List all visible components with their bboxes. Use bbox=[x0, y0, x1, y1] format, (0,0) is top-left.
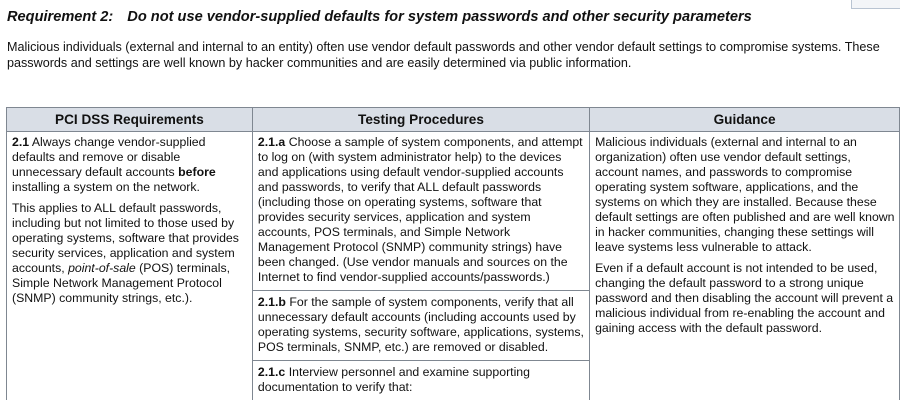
requirement-id: 2.1 bbox=[12, 135, 30, 149]
table-row bbox=[7, 132, 900, 401]
testing-procedure-2-1-a bbox=[253, 132, 589, 291]
emphasis-point-of-sale: point-of-sale bbox=[68, 261, 136, 275]
requirement-number: Requirement 2: bbox=[7, 9, 114, 25]
procedure-id: 2.1.a bbox=[257, 135, 286, 149]
testing-procedures-cell bbox=[252, 132, 589, 401]
requirement-paragraph: 2.1 Always change vendor-supplied defaults and remove or disable unnecessary default accounts before installing a system on the network. bbox=[12, 135, 216, 194]
guidance-paragraph-1: Malicious individuals (external and internal to an organization) often use vendor default settings, account names, and passwords to compromise operating system software, applications, and the systems on which they are installed. Because these default settings are often published and are well known in hacker communities, changing these settings will leave systems less vulnerable to attack. bbox=[595, 135, 895, 254]
requirement-note-paragraph: This applies to ALL default passwords, including but not limited to those used by operating systems, software that provides security services, application and system accounts, point-of-sale (POS) terminals, Simple Network Management Protocol (SNMP) community strings, etc.). bbox=[12, 201, 239, 305]
procedure-id: 2.1.b bbox=[257, 295, 286, 309]
emphasis-before: before bbox=[178, 165, 216, 179]
requirement-cell bbox=[7, 132, 253, 401]
guidance-cell bbox=[590, 132, 900, 401]
window-corner-box bbox=[851, 0, 900, 9]
procedure-text: Interview personnel and examine supporting documentation to verify that: bbox=[257, 365, 530, 394]
header-guidance: Guidance bbox=[590, 108, 900, 132]
header-testing-procedures: Testing Procedures bbox=[252, 108, 589, 132]
header-pci-dss-requirements: PCI DSS Requirements bbox=[7, 108, 253, 132]
procedure-text: For the sample of system components, verify that all unnecessary default accounts (including accounts used by operating systems, security software, applications, systems, POS terminals, SNMP, etc.) are removed or disabled. bbox=[257, 295, 584, 354]
table-header-row bbox=[7, 108, 900, 132]
intro-paragraph: Malicious individuals (external and internal to an entity) often use vendor default passwords and other vendor default settings to compromise systems. These passwords and settings are well known by hacker communities and are easily determined via public information. bbox=[7, 40, 880, 70]
requirements-table bbox=[6, 107, 900, 400]
procedure-id: 2.1.c bbox=[257, 365, 286, 379]
requirement-title: Do not use vendor-supplied defaults for system passwords and other security parameters bbox=[127, 9, 752, 25]
requirement-heading bbox=[7, 9, 752, 25]
guidance-paragraph-2: Even if a default account is not intended to be used, changing the default password to a strong unique password and then disabling the account will prevent a malicious individual from re-enabling the account and gaining access with the default password. bbox=[595, 261, 894, 335]
procedure-text: Choose a sample of system components, and attempt to log on (with system administrator help) to the devices and applications using default vendor-supplied accounts and passwords, to verify that ALL default passwords (including those on operating systems, software that provides security services, application and system accounts, POS terminals, and Simple Network Management Protocol (SNMP) community strings) have been changed. (Use vendor manuals and sources on the Internet to find vendor-supplied accounts/passwords.) bbox=[257, 135, 583, 284]
testing-procedure-2-1-c bbox=[253, 361, 589, 400]
testing-procedure-2-1-b bbox=[253, 291, 589, 361]
